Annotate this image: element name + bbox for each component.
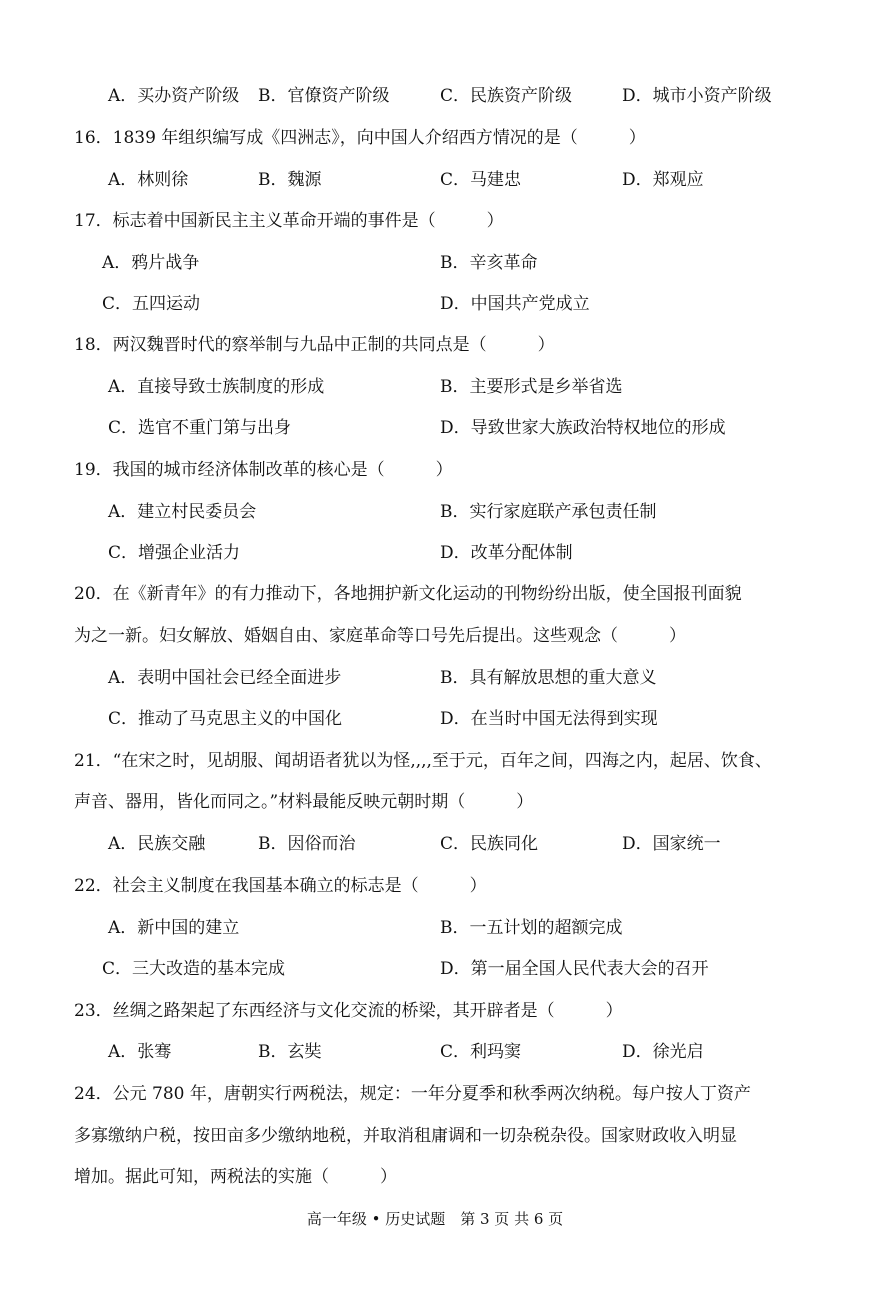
q22-option-d: D．第一届全国人民代表大会的召开 (440, 959, 709, 979)
q23-option-c: C．利玛窦 (440, 1042, 522, 1062)
q20-option-d: D．在当时中国无法得到实现 (440, 709, 658, 729)
q22-option-a: A．新中国的建立 (108, 918, 240, 938)
q16-stem: 16．1839 年组织编写成《四洲志》，向中国人介绍西方情况的是（ ） (74, 128, 646, 148)
q23-option-b: B．玄奘 (258, 1042, 322, 1062)
q22-stem: 22．社会主义制度在我国基本确立的标志是（ ） (74, 876, 487, 896)
q17-option-a: A．鸦片战争 (102, 253, 200, 273)
q17-stem: 17．标志着中国新民主主义革命开端的事件是（ ） (74, 211, 504, 231)
q19-option-c: C．增强企业活力 (108, 543, 241, 563)
page-footer: 高一年级 • 历史试题 第 3 页 共 6 页 (306, 1210, 564, 1228)
q22-option-b: B．一五计划的超额完成 (440, 918, 623, 938)
q16-option-c: C．马建忠 (440, 170, 522, 190)
q18-option-d: D．导致世家大族政治特权地位的形成 (440, 418, 726, 438)
q15-option-b: B．官僚资产阶级 (258, 86, 390, 106)
q19-option-a: A．建立村民委员会 (108, 502, 257, 522)
q20-stem-line-1: 20．在《新青年》的有力推动下，各地拥护新文化运动的刊物纷纷出版，使全国报刊面貌 (74, 584, 742, 604)
q19-option-d: D．改革分配体制 (440, 543, 573, 563)
q18-option-b: B．主要形式是乡举省选 (440, 377, 623, 397)
q17-option-b: B．辛亥革命 (440, 253, 538, 273)
q20-stem-line-2: 为之一新。妇女解放、婚姻自由、家庭革命等口号先后提出。这些观念（ ） (74, 626, 686, 646)
q24-stem-line-3: 增加。据此可知，两税法的实施（ ） (74, 1167, 397, 1187)
q22-option-c: C．三大改造的基本完成 (102, 959, 286, 979)
q18-stem: 18．两汉魏晋时代的察举制与九品中正制的共同点是（ ） (74, 335, 555, 355)
q17-option-c: C．五四运动 (102, 294, 201, 314)
q23-stem: 23．丝绸之路架起了东西经济与文化交流的桥梁，其开辟者是（ ） (74, 1001, 623, 1021)
q15-option-c: C．民族资产阶级 (440, 86, 573, 106)
q20-option-c: C．推动了马克思主义的中国化 (108, 709, 343, 729)
q23-option-d: D．徐光启 (622, 1042, 704, 1062)
q20-option-a: A．表明中国社会已经全面进步 (108, 668, 342, 688)
q21-stem-line-1: 21．“在宋之时，见胡服、闻胡语者犹以为怪,,,,至于元，百年之间，四海之内，起居、饮食、 (74, 751, 772, 771)
q24-stem-line-2: 多寡缴纳户税，按田亩多少缴纳地税，并取消租庸调和一切杂税杂役。国家财政收入明显 (74, 1126, 737, 1146)
q21-stem-line-2: 声音、器用，皆化而同之。”材料最能反映元朝时期（ ） (74, 792, 534, 812)
q16-option-d: D．郑观应 (622, 170, 704, 190)
q21-option-b: B．因俗而治 (258, 834, 356, 854)
q15-option-a: A．买办资产阶级 (108, 86, 240, 106)
q18-option-a: A．直接导致士族制度的形成 (108, 377, 325, 397)
q17-option-d: D．中国共产党成立 (440, 294, 590, 314)
q20-option-b: B．具有解放思想的重大意义 (440, 668, 657, 688)
q16-option-b: B．魏源 (258, 170, 322, 190)
q19-stem: 19．我国的城市经济体制改革的核心是（ ） (74, 460, 453, 480)
q21-option-c: C．民族同化 (440, 834, 539, 854)
q15-option-d: D．城市小资产阶级 (622, 86, 772, 106)
q21-option-d: D．国家统一 (622, 834, 721, 854)
q21-option-a: A．民族交融 (108, 834, 206, 854)
q23-option-a: A．张骞 (108, 1042, 172, 1062)
q24-stem-line-1: 24．公元 780 年，唐朝实行两税法，规定：一年分夏季和秋季两次纳税。每户按人丁资产 (74, 1084, 751, 1104)
q19-option-b: B．实行家庭联产承包责任制 (440, 502, 657, 522)
q18-option-c: C．选官不重门第与出身 (108, 418, 292, 438)
q16-option-a: A．林则徐 (108, 170, 189, 190)
